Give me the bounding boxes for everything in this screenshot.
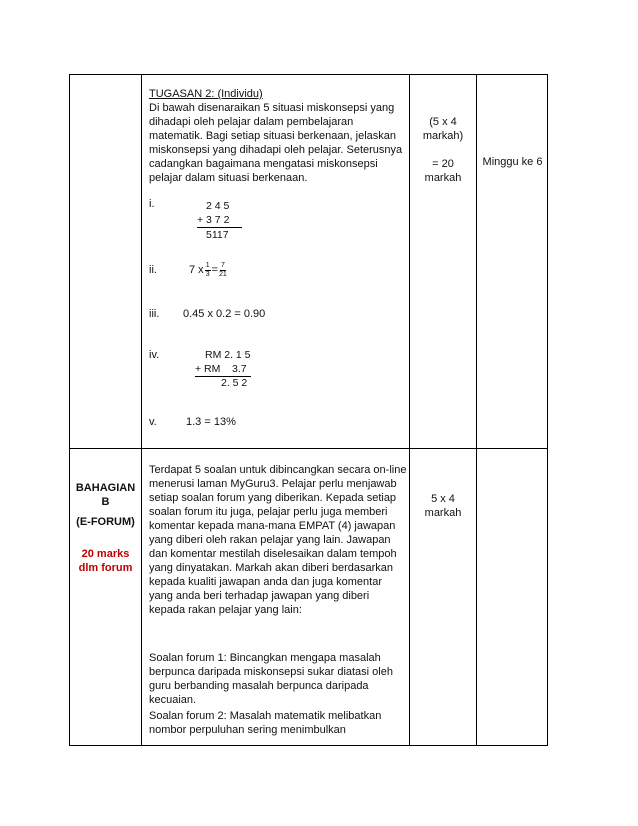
fraction-numerator: 1 <box>205 261 210 269</box>
fraction-one-third <box>205 262 211 279</box>
item-i-line2: + 3 7 2 <box>197 213 242 228</box>
eforum-label: (E-FORUM) <box>76 516 135 528</box>
assignment-table <box>69 74 548 746</box>
item-i-line1: 2 4 5 <box>206 200 230 212</box>
section-label-line: B <box>101 496 110 508</box>
tugasan-marks <box>410 115 476 185</box>
forum-question-1: Soalan forum 1: Bincangkan mengapa masalah berpunca daripada miskonsepsi sukar diatasi oleh guru berbanding masalah berpunca daripada kecuaian. <box>149 652 393 706</box>
fraction-denominator: 21 <box>219 270 227 278</box>
item-i-label: i. <box>149 198 155 210</box>
forum-marks-note <box>70 547 141 575</box>
item-v-expression: 1.3 = 13% <box>186 416 236 428</box>
fraction-numerator: 7 <box>220 261 225 269</box>
spacer <box>410 143 476 157</box>
bahagian-b-label <box>70 481 141 509</box>
marks-note-line: 20 marks <box>81 548 130 560</box>
item-iv-line2: + RM 3.7 <box>195 362 251 377</box>
forum-question-2: Soalan forum 2: Masalah matematik melibatkan nombor perpuluhan sering menimbulkan <box>149 710 382 736</box>
item-iv-label: iv. <box>149 349 160 361</box>
item-iii-label: iii. <box>149 308 160 320</box>
item-iv-result: 2. 5 2 <box>221 377 248 389</box>
item-v-label: v. <box>149 416 157 428</box>
marks-line: (5 x 4 <box>429 116 457 128</box>
marks-line: markah <box>424 172 462 184</box>
item-ii-expression <box>189 261 228 279</box>
tugasan-paragraph: Di bawah disenaraikan 5 situasi miskonsepsi yang dihadapi oleh pelajar dalam pembelajaran matematik. Bagi setiap situasi berkenaan, jelaskan miskonsepsi yang dihadapi oleh pelajar. Seterusnya cadangkan bagaimana mengatasi miskonsepsi pelajar dalam situasi berkenaan. <box>149 102 403 184</box>
week-label: Minggu ke 6 <box>482 156 543 168</box>
item-iv-line1: RM 2. 1 5 <box>205 349 251 361</box>
item-ii-prefix: 7 x <box>189 264 204 276</box>
item-i-result: 5117 <box>206 229 229 241</box>
eforum-paragraph: Terdapat 5 soalan untuk dibincangkan secara on-line menerusi laman MyGuru3. Pelajar perlu menjawab setiap soalan forum yang diberikan. Kepada setiap soalan forum itu juga, pelajar perlu juga memberi komentar kepada mana-mana EMPAT (4) jawapan yang diberi oleh rakan pelajar yang lain. Jawapan dan komentar mestilah diselesaikan dalam tempoh yang dinyatakan. Markah akan diberi berdasarkan kepada kualiti jawapan anda dan juga komentar yang anda beri terhadap jawapan yang diberi kepada rakan pelajar yang lain: <box>149 464 407 616</box>
marks-line: markah <box>424 507 462 519</box>
item-iii-expression: 0.45 x 0.2 = 0.90 <box>183 308 266 320</box>
marks-line: 5 x 4 <box>431 493 455 505</box>
tugasan-title: TUGASAN 2: (Individu) <box>149 88 263 100</box>
row-divider <box>70 448 547 449</box>
marks-note-line: dlm forum <box>78 562 133 574</box>
section-label-line: BAHAGIAN <box>75 482 136 494</box>
marks-line: = 20 <box>432 158 454 170</box>
item-ii-label: ii. <box>149 264 157 276</box>
fraction-seven-twentyone <box>219 262 227 279</box>
fraction-denominator: 3 <box>205 270 210 278</box>
column-divider <box>141 75 142 745</box>
column-divider <box>476 75 477 745</box>
marks-line: markah) <box>422 130 464 142</box>
equals-sign: = <box>211 264 219 276</box>
eforum-marks <box>410 492 476 520</box>
